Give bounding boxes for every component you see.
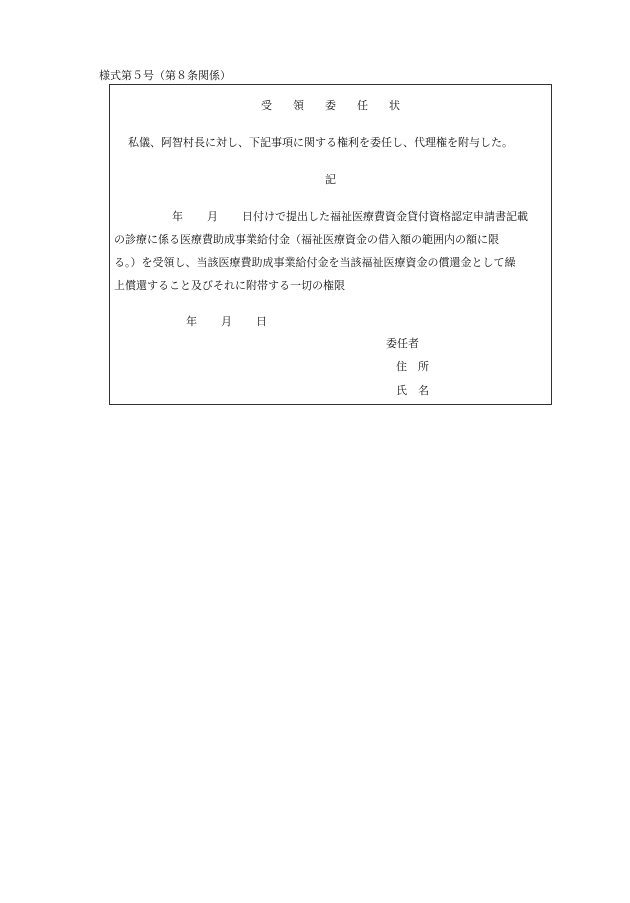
ki-heading: 記: [325, 173, 336, 186]
form-number: 様式第５号（第８条関係）: [99, 69, 231, 82]
principal-label: 委任者: [386, 337, 419, 350]
address-label-char-2: 所: [418, 360, 429, 373]
document-title: 受領委任状: [261, 99, 421, 112]
application-date-day-text: 日付けで提出した福祉医療費資金貸付資格認定申請書記載: [242, 210, 528, 223]
body-line-2: の診療に係る医療費助成事業給付金（福祉医療資金の借入額の範囲内の額に限: [114, 233, 499, 246]
address-label: [396, 358, 429, 374]
delegated-matters: [114, 205, 549, 297]
body-line-1: [114, 205, 549, 228]
power-of-attorney-frame: [109, 84, 552, 405]
delegation-statement: 私儀、阿智村長に対し、下記事項に関する権利を委任し、代理権を附与した。: [128, 136, 513, 149]
application-date-month: 月: [207, 210, 218, 223]
name-label-char-1: 氏: [396, 384, 407, 397]
application-date-year: 年: [172, 210, 183, 223]
address-label-char-1: 住: [396, 360, 407, 373]
signature-date-month: 月: [221, 315, 232, 328]
body-line-3: る。）を受領し、当該医療費助成事業給付金を当該福祉医療資金の償還金として繰: [114, 256, 516, 269]
signature-date: [186, 313, 267, 329]
body-line-4: 上償還すること及びそれに附帯する一切の権限: [114, 279, 345, 292]
name-label: [396, 382, 429, 398]
name-label-char-2: 名: [418, 384, 429, 397]
signature-date-day: 日: [256, 315, 267, 328]
signature-date-year: 年: [186, 315, 197, 328]
